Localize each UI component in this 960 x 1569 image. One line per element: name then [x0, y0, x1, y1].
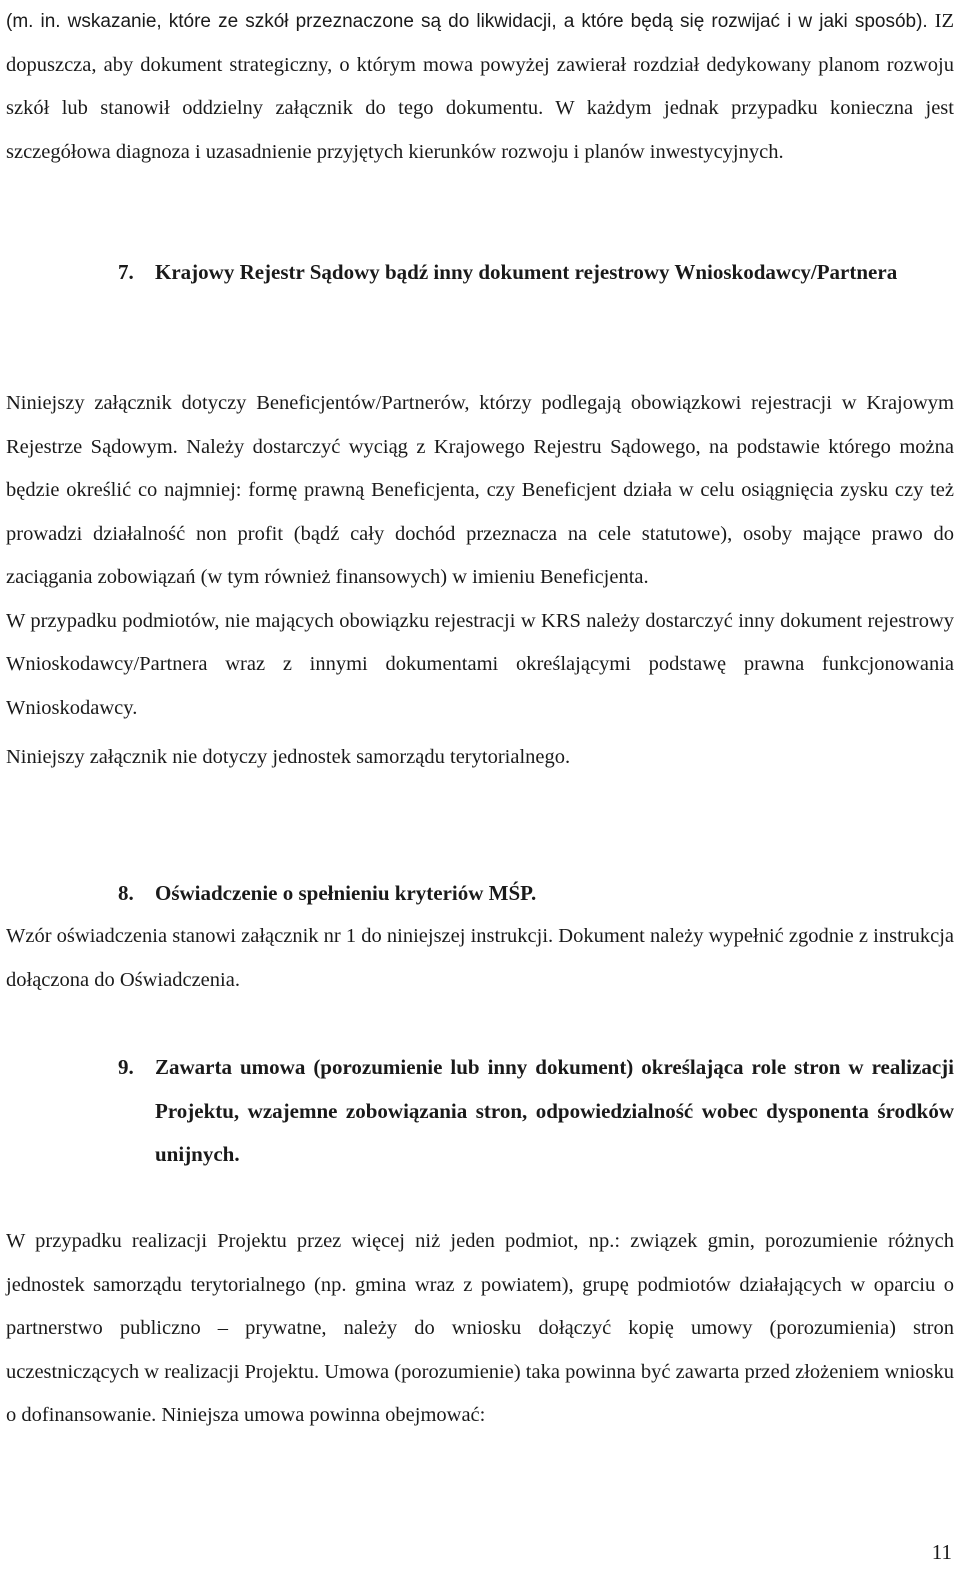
intro-paragraph — [6, 0, 954, 174]
section-7-paragraph-3: Niniejszy załącznik nie dotyczy jednostek samorządu terytorialnego. — [6, 746, 571, 768]
section-9-body — [6, 1220, 954, 1438]
section-7-paragraph-2: W przypadku podmiotów, nie mających obowiązku rejestracji w KRS należy dostarczyć inny dokument rejestrowy Wnioskodawcy/Partnera wraz z innymi dokumentami określającymi podstawę prawna funkcjonowania Wnioskodawcy. — [6, 609, 954, 719]
section-7-heading — [118, 251, 954, 295]
intro-sans-text: (m. in. wskazanie, które ze szkół przeznaczone są do likwidacji, a które będą się rozwijać i w jaki sposób). — [6, 11, 928, 32]
section-9-title: Zawarta umowa (porozumienie lub inny dokument) określająca role stron w realizacji Projektu, wzajemne zobowiązania stron, odpowiedzialność wobec dysponenta środków unijnych. — [155, 1055, 954, 1166]
section-9-number: 9. — [118, 1055, 134, 1079]
section-7-number: 7. — [118, 260, 134, 284]
section-9-heading — [118, 1046, 954, 1177]
section-7-paragraph-1: Niniejszy załącznik dotyczy Beneficjentów/Partnerów, którzy podlegają obowiązkowi rejestracji w Krajowym Rejestrze Sądowym. Należy dostarczyć wyciąg z Krajowego Rejestru Sądowego, na podstawie którego można będzie określić co najmniej: formę prawną Beneficjenta, czy Beneficjent działa w celu osiągnięcia zysku czy też prowadzi działalność non profit (bądź cały dochód przeznacza na cele statutowe), osoby mające prawo do zaciągania zobowiązań (w tym również finansowych) w imieniu Beneficjenta. — [6, 392, 954, 588]
section-8-body — [6, 915, 954, 1002]
section-8-title: Oświadczenie o spełnieniu kryteriów MŚP. — [155, 881, 537, 905]
section-8-heading — [118, 872, 954, 916]
section-8-number: 8. — [118, 881, 134, 905]
intro-text — [6, 0, 954, 174]
section-7-body — [6, 382, 954, 780]
intro-serif-text: IZ dopuszcza, aby dokument strategiczny, o którym mowa powyżej zawierał rozdział dedykowany planom rozwoju szkół lub stanowił oddzielny załącznik do tego dokumentu. W każdym jednak przypadku konieczna jest szczegółowa diagnoza i uzasadnienie przyjętych kierunków rozwoju i planów inwestycyjnych. — [6, 10, 954, 163]
section-7-title: Krajowy Rejestr Sądowy bądź inny dokument rejestrowy Wnioskodawcy/Partnera — [155, 260, 898, 284]
section-9-paragraph-1: W przypadku realizacji Projektu przez więcej niż jeden podmiot, np.: związek gmin, porozumienie różnych jednostek samorządu terytorialnego (np. gmina wraz z powiatem), grupę podmiotów działających w oparciu o partnerstwo publiczno – prywatne, należy do wniosku dołączyć kopię umowy (porozumienia) stron uczestniczących w realizacji Projektu. Umowa (porozumienie) taka powinna być zawarta przed złożeniem wniosku o dofinansowanie. Niniejsza umowa powinna obejmować: — [6, 1230, 954, 1426]
page-number: 11 — [931, 1540, 952, 1564]
section-8-paragraph-1: Wzór oświadczenia stanowi załącznik nr 1 do niniejszej instrukcji. Dokument należy wypełnić zgodnie z instrukcja dołączona do Oświadczenia. — [6, 925, 954, 991]
